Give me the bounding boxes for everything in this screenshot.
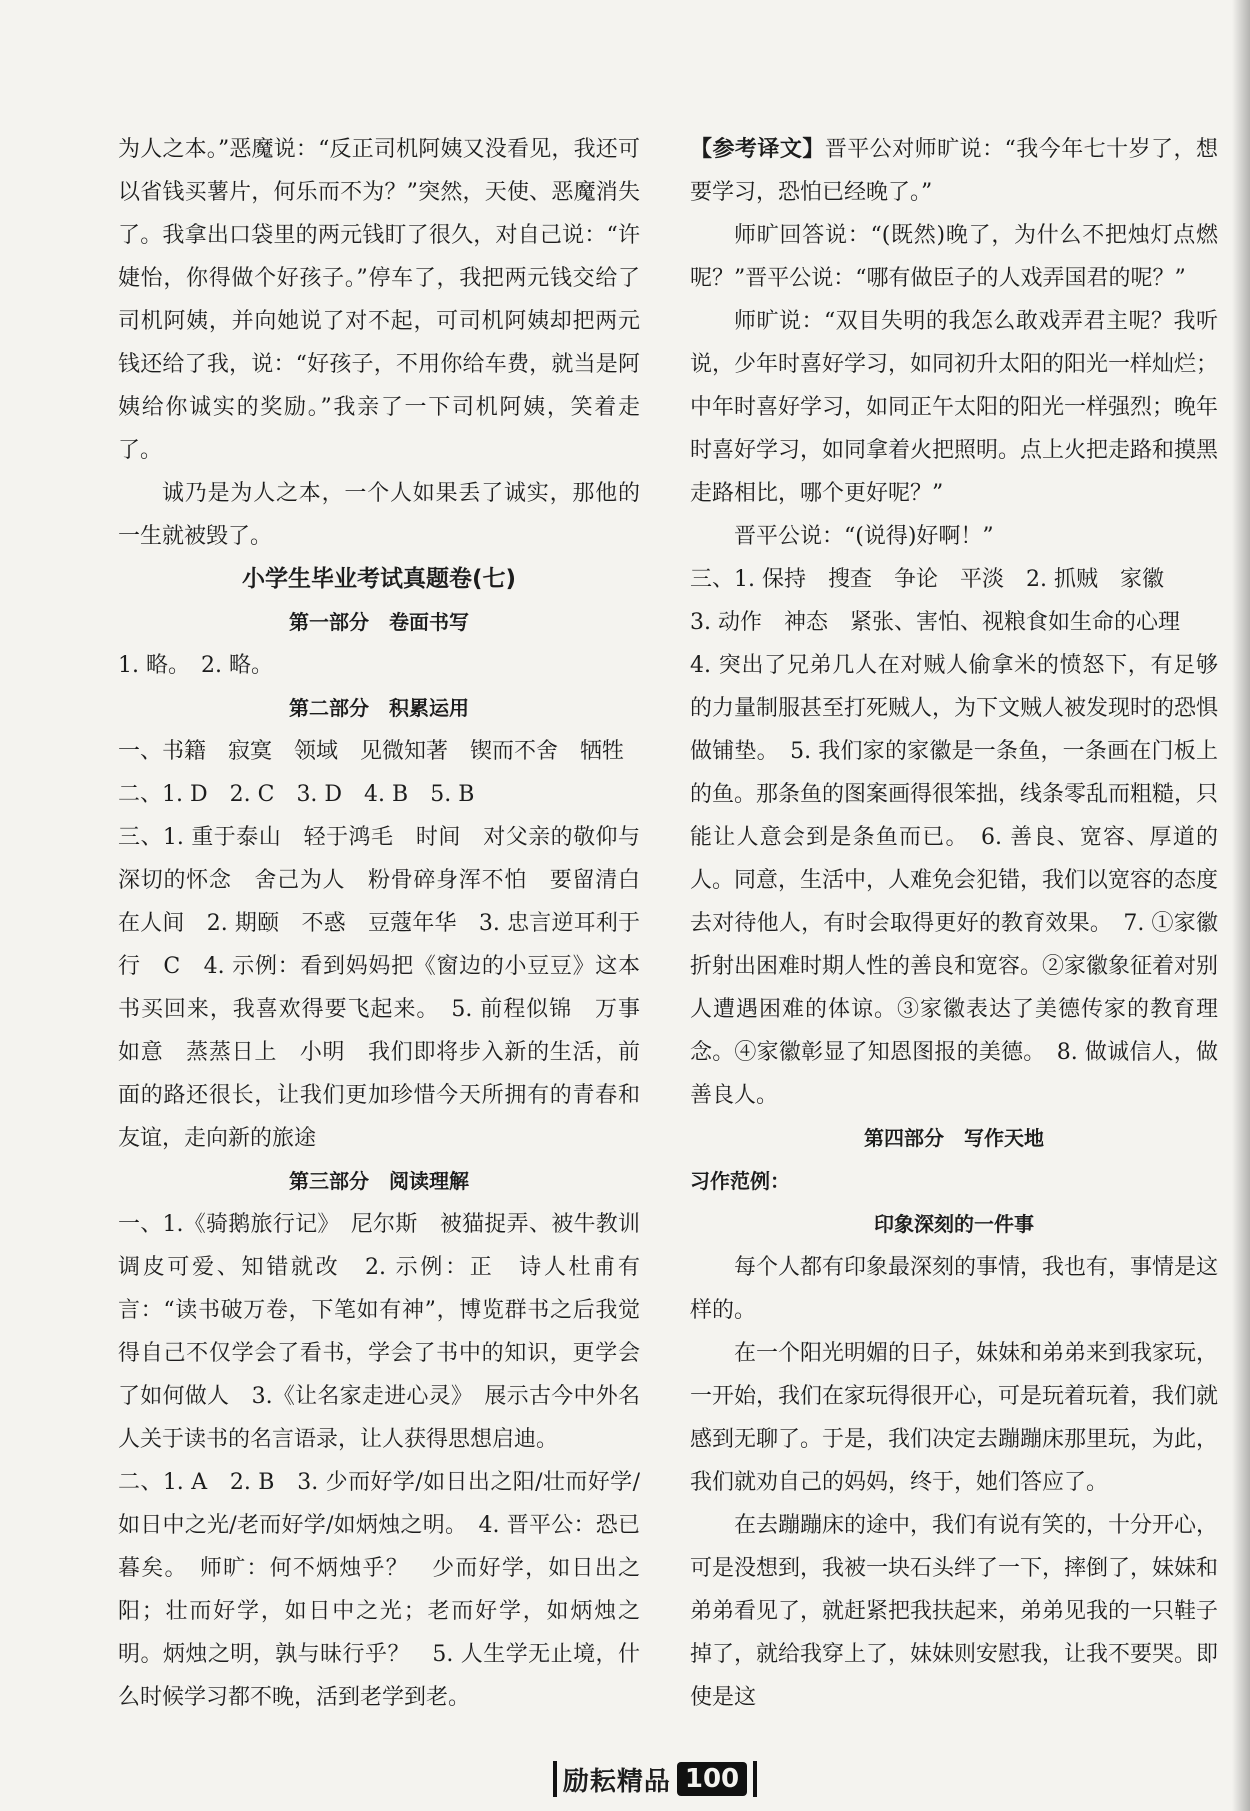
story-paragraph: 为人之本。”恶魔说：“反正司机阿姨又没看见，我还可以省钱买薯片，何乐而不为？”突然，天使、恶魔消失了。我拿出口袋里的两元钱盯了很久，对自己说：“许婕怡，你得做个好孩子。”停车了，我把两元钱交给了司机阿姨，并向她说了对不起，可司机阿姨却把两元钱还给了我，说：“好孩子，不用你给车费，就当是阿姨给你诚实的奖励。”我亲了一下司机阿姨，笑着走了。 bbox=[118, 137, 640, 463]
part2-q2: 二、1. D 2. C 3. D 4. B 5. B bbox=[118, 782, 475, 807]
essay-paragraph-2: 在一个阳光明媚的日子，妹妹和弟弟来到我家玩，一开始，我们在家玩得很开心，可是玩着玩着，我们就感到无聊了。于是，我们决定去蹦蹦床那里玩，为此，我们就劝自己的妈妈，终于，她们答应了。 bbox=[690, 1341, 1219, 1495]
conclusion-paragraph: 诚乃是为人之本，一个人如果丢了诚实，那他的一生就被毁了。 bbox=[118, 481, 640, 549]
sample-label: 习作范例： bbox=[690, 1169, 790, 1193]
scan-shadow-edge bbox=[1232, 0, 1250, 1811]
essay-paragraph-1: 每个人都有印象最深刻的事情，我也有，事情是这样的。 bbox=[690, 1255, 1219, 1323]
part3-title: 第三部分 阅读理解 bbox=[289, 1169, 469, 1193]
right-column bbox=[690, 128, 1218, 1719]
part4-title: 第四部分 写作天地 bbox=[864, 1126, 1044, 1150]
exam-title: 小学生毕业考试真题卷(七) bbox=[241, 566, 517, 592]
part1-answer: 1. 略。 2. 略。 bbox=[118, 653, 273, 678]
part3-q1: 一、1.《骑鹅旅行记》 尼尔斯 被猫捉弄、被牛教训 调皮可爱、知错就改 2. 示例：正 诗人杜甫有言：“读书破万卷，下笔如有神”，博览群书之后我觉得自己不仅学会了看书，学会了书中的知识，更学会了如何做人 3.《让名家走进心灵》 展示古今中外名人关于读书的名言语录，让人获得思想启迪。 bbox=[118, 1212, 663, 1452]
part3-q2: 二、1. A 2. B 3. 少而好学/如日出之阳/壮而好学/如日中之光/老而好学/如炳烛之明。 4. 晋平公：恐已暮矣。 师旷：何不炳烛乎？ 少而好学，如日出之阳；壮而好学，如日中之光；老而好学，如炳烛之明。炳烛之明，孰与昧行乎？ 5. 人生学无止境，什么时候学习都不晚，活到老学到老。 bbox=[118, 1470, 640, 1710]
part3-q3-4: 4. 突出了兄弟几人在对贼人偷拿米的愤怒下，有足够的力量制服甚至打死贼人，为下文贼人被发现时的恐惧做铺垫。 5. 我们家的家徽是一条鱼，一条画在门板上的鱼。那条鱼的图案画得很笨拙，线条零乱而粗糙，只能让人意会到是条鱼而已。 6. 善良、宽容、厚道的人。同意，生活中，人难免会犯错，我们以宽容的态度去对待他人，有时会取得更好的教育效果。 7. ①家徽折射出困难时期人性的善良和宽容。②家徽象征着对别人遭遇困难的体谅。③家徽表达了美德传家的教育理念。④家徽彰显了知恩图报的美德。 8. 做诚信人，做善良人。 bbox=[690, 653, 1219, 1108]
page-number: 100 bbox=[677, 1762, 747, 1796]
part2-q3: 三、1. 重于泰山 轻于鸿毛 时间 对父亲的敬仰与深切的怀念 舍己为人 粉骨碎身浑不怕 要留清白在人间 2. 期颐 不惑 豆蔻年华 3. 忠言逆耳利于行 C 4. 示例：看到妈妈把《窗边的小豆豆》这本书买回来，我喜欢得要飞起来。 5. 前程似锦 万事如意 蒸蒸日上 小明 我们即将步入新的生活，前面的路还很长，让我们更加珍惜今天所拥有的青春和友谊，走向新的旅途 bbox=[118, 825, 640, 1151]
essay-paragraph-3: 在去蹦蹦床的途中，我们有说有笑的，十分开心，可是没想到，我被一块石头绊了一下，摔倒了，妹妹和弟弟看见了，就赶紧把我扶起来，弟弟见我的一只鞋子掉了，就给我穿上了，妹妹则安慰我，让我不要哭。即使是这 bbox=[690, 1513, 1219, 1710]
part2-q1: 一、书籍 寂寞 领域 见微知著 锲而不舍 牺牲 bbox=[118, 739, 625, 764]
left-column bbox=[118, 128, 663, 1719]
reference-p1-text: 晋平公对师旷说：“我今年七十岁了，想要学习，恐怕已经晚了。” bbox=[690, 137, 1218, 205]
footer-bar-right bbox=[753, 1761, 757, 1797]
reference-label: 【参考译文】 bbox=[690, 136, 825, 162]
reference-translation-p2: 师旷回答说：“(既然)晚了，为什么不把烛灯点燃呢？”晋平公说：“哪有做臣子的人戏弄国君的呢？” bbox=[690, 223, 1218, 291]
reference-translation-p1 bbox=[690, 128, 1218, 214]
part3-q3-3: 3. 动作 神态 紧张、害怕、视粮食如生命的心理 bbox=[690, 610, 1180, 635]
reference-translation-p3: 师旷说：“双目失明的我怎么敢戏弄君主呢？我听说，少年时喜好学习，如同初升太阳的阳光一样灿烂；中年时喜好学习，如同正午太阳的阳光一样强烈；晚年时喜好学习，如同拿着火把照明。点上火把走路和摸黑走路相比，哪个更好呢？” bbox=[690, 309, 1219, 506]
page-footer bbox=[540, 1757, 770, 1801]
footer-brand: 励耘精品 bbox=[562, 1766, 671, 1797]
reference-translation-p4: 晋平公说：“(说得)好啊！” bbox=[734, 524, 994, 549]
essay-title: 印象深刻的一件事 bbox=[874, 1212, 1034, 1236]
part2-title: 第二部分 积累运用 bbox=[289, 696, 469, 720]
footer-bar-left bbox=[553, 1761, 557, 1797]
part1-title: 第一部分 卷面书写 bbox=[289, 610, 469, 634]
part3-q3-1: 三、1. 保持 搜查 争论 平淡 2. 抓贼 家徽 bbox=[690, 567, 1164, 592]
